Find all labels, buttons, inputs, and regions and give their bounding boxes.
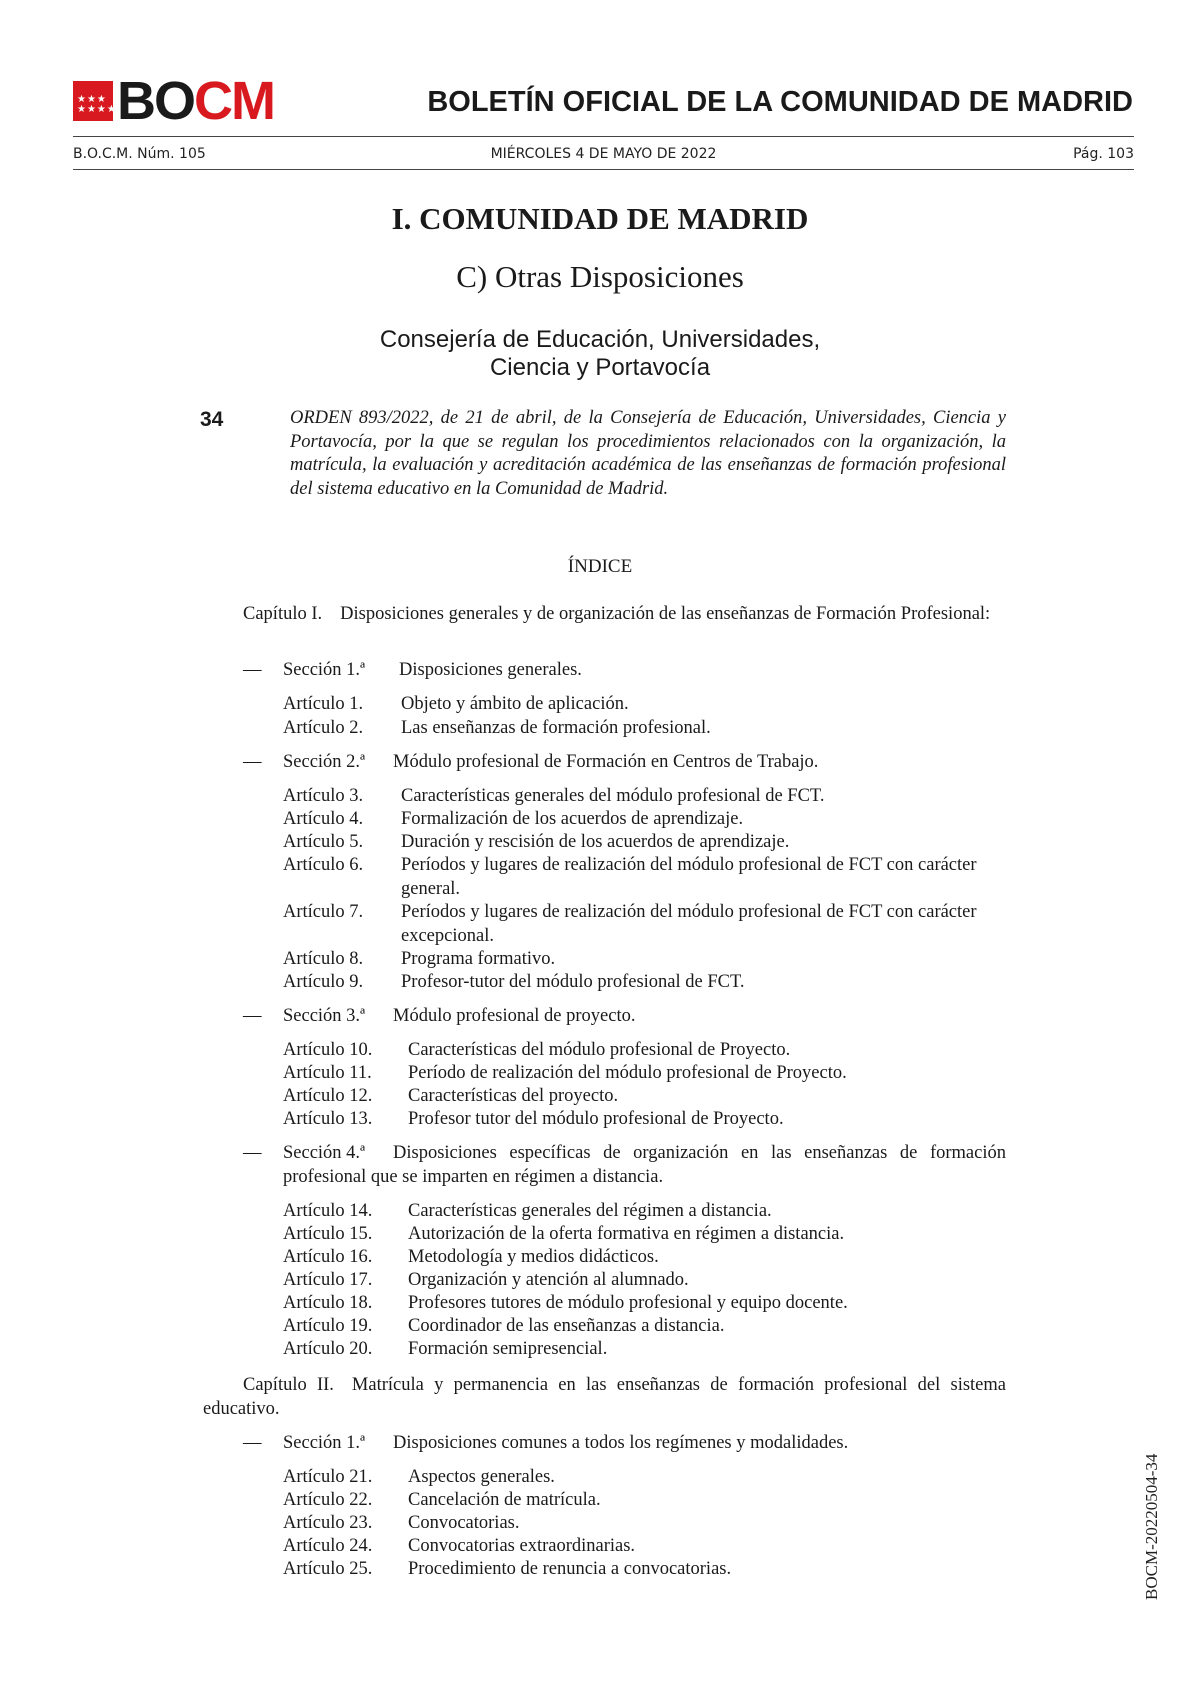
logo-text — [117, 71, 274, 131]
toc-section: — Sección 2.ª Módulo profesional de Formación en Centros de Trabajo. — [243, 751, 1006, 775]
toc-chapter — [203, 603, 1006, 627]
toc-chapter — [203, 1374, 1006, 1421]
toc-entry-number: Sección 3.ª — [283, 1006, 366, 1026]
toc-article — [283, 1039, 1006, 1063]
toc-entry-number: Artículo 22. — [283, 1490, 373, 1510]
toc-entry-number: Artículo 23. — [283, 1513, 373, 1533]
toc-entry-number: Artículo 11. — [283, 1063, 372, 1083]
order-summary: ORDEN 893/2022, de 21 de abril, de la Consejería de Educación, Universidades, Ciencia y Portavocía, por la que se regulan los procedimientos relacionados con la organización, la matrícula, la evaluación y acreditación académica de las enseñanzas de formación profesional del sistema educativo en la Comunidad de Madrid. — [290, 408, 1006, 499]
toc-entry-title: Profesores tutores de módulo profesional y equipo docente. — [408, 1293, 848, 1313]
header-rule-top — [73, 136, 1134, 137]
toc-entry-number: Artículo 9. — [283, 972, 364, 992]
toc-entry-title: Organización y atención al alumnado. — [408, 1270, 689, 1290]
toc-article — [283, 854, 1006, 901]
header-rule-bottom — [73, 169, 1134, 170]
toc-article — [283, 1512, 1006, 1536]
toc-article — [283, 1338, 1006, 1362]
toc-article — [283, 1489, 1006, 1513]
toc-entry-number: Artículo 14. — [283, 1201, 373, 1221]
toc-section: — Sección 1.ª Disposiciones comunes a todos los regímenes y modalidades. — [243, 1432, 1006, 1456]
toc-section: — Sección 1.ª Disposiciones generales. — [243, 659, 1006, 683]
toc-entry-title: Formación semipresencial. — [408, 1339, 608, 1359]
toc-entry-title: Autorización de la oferta formativa en régimen a distancia. — [408, 1224, 845, 1244]
toc-article — [283, 717, 1006, 741]
toc-entry-title: Períodos y lugares de realización del módulo profesional de FCT con carácter general. — [401, 855, 977, 899]
toc-entry-title: Características generales del régimen a distancia. — [408, 1201, 772, 1221]
toc-entry-number: Artículo 21. — [283, 1467, 373, 1487]
toc-entry-title: Convocatorias extraordinarias. — [408, 1536, 636, 1556]
toc-entry-title: Módulo profesional de proyecto. — [393, 1006, 636, 1026]
toc-entry-title: Capítulo II. — [243, 1375, 334, 1395]
toc-entry-title: Objeto y ámbito de aplicación. — [401, 694, 629, 714]
toc-entry-title: Matrícula y permanencia en las enseñanzas de formación profesional del sistema educativo. — [203, 1375, 1006, 1419]
toc-article — [283, 1062, 1006, 1086]
toc-entry-title: Coordinador de las enseñanzas a distancia. — [408, 1316, 725, 1336]
toc-article — [283, 1292, 1006, 1316]
toc-entry-title: Formalización de los acuerdos de aprendizaje. — [401, 809, 744, 829]
toc-entry-number: Artículo 4. — [283, 809, 364, 829]
toc-entry-number: Artículo 8. — [283, 949, 364, 969]
toc-article — [283, 1466, 1006, 1490]
madrid-flag-icon: ★★★ ★★★★ — [73, 81, 113, 121]
section-subtitle: C) Otras Disposiciones — [456, 259, 744, 294]
toc-entry-number: Artículo 2. — [283, 718, 364, 738]
masthead — [73, 72, 1133, 130]
toc-entry-title: Las enseñanzas de formación profesional. — [401, 718, 711, 738]
toc-section: — Sección 3.ª Módulo profesional de proyecto. — [243, 1005, 1006, 1029]
bocm-logo — [73, 71, 274, 131]
toc-entry-title: Capítulo I. — [243, 604, 323, 624]
logo-bo: BO — [117, 71, 194, 131]
toc-entry-title: Metodología y medios didácticos. — [408, 1247, 659, 1267]
toc-article — [283, 1200, 1006, 1224]
index-title: ÍNDICE — [567, 556, 633, 577]
document-identifier: BOCM-20220504-34 — [1142, 1453, 1161, 1600]
department-line-2: Ciencia y Portavocía — [489, 354, 711, 381]
toc-article — [283, 1535, 1006, 1559]
toc-entry-title: Disposiciones generales y de organización de las enseñanzas de Formación Profesional: — [340, 604, 991, 624]
toc-entry-number: Artículo 16. — [283, 1247, 373, 1267]
toc-entry-number: Sección 1.ª — [283, 660, 366, 680]
toc-entry-number: Artículo 10. — [283, 1040, 373, 1060]
toc-entry-number: Artículo 7. — [283, 902, 364, 922]
toc-article — [283, 948, 1006, 972]
issue-number: B.O.C.M. Núm. 105 — [73, 146, 206, 162]
toc-article — [283, 1108, 1006, 1132]
toc-entry-title: Disposiciones generales. — [399, 660, 582, 680]
toc-entry-title: Características generales del módulo profesional de FCT. — [401, 786, 825, 806]
item-number: 34 — [200, 408, 224, 431]
department — [0, 326, 1200, 382]
toc-article — [283, 1223, 1006, 1247]
logo-cm: CM — [194, 71, 274, 131]
toc-entry-title: Períodos y lugares de realización del módulo profesional de FCT con carácter excepcional. — [401, 902, 977, 946]
toc-entry-number: Artículo 17. — [283, 1270, 373, 1290]
toc-article — [283, 901, 1006, 948]
toc-article — [283, 1246, 1006, 1270]
toc-article — [283, 831, 1006, 855]
toc-entry-title: Disposiciones comunes a todos los regímenes y modalidades. — [393, 1433, 849, 1453]
toc-entry-title: Aspectos generales. — [408, 1467, 555, 1487]
toc-entry-title: Programa formativo. — [401, 949, 556, 969]
toc-entry-title: Duración y rescisión de los acuerdos de aprendizaje. — [401, 832, 790, 852]
toc-article — [283, 1085, 1006, 1109]
toc-entry-title: Módulo profesional de Formación en Centros de Trabajo. — [393, 752, 819, 772]
toc-entry-title: Profesor-tutor del módulo profesional de FCT. — [401, 972, 745, 992]
toc-entry-number: Artículo 24. — [283, 1536, 373, 1556]
toc-entry-number: Artículo 15. — [283, 1224, 373, 1244]
toc-article — [283, 693, 1006, 717]
page-number: Pág. 103 — [1073, 146, 1134, 162]
toc-entry-title: Profesor tutor del módulo profesional de Proyecto. — [408, 1109, 784, 1129]
toc-entry-number: Sección 1.ª — [283, 1433, 366, 1453]
toc-article — [283, 971, 1006, 995]
toc-entry-number: Sección 4.ª — [283, 1143, 366, 1163]
toc-section: — Sección 4.ª Disposiciones específicas de organización en las enseñanzas de formación profesional que se imparten en régimen a distancia. — [243, 1143, 1006, 1187]
toc-article — [283, 1315, 1006, 1339]
toc-entry-title: Período de realización del módulo profesional de Proyecto. — [408, 1063, 847, 1083]
toc-entry-title: Características del proyecto. — [408, 1086, 619, 1106]
toc-entry-number: Artículo 5. — [283, 832, 364, 852]
toc-entry-title: Cancelación de matrícula. — [408, 1490, 601, 1510]
toc-article — [283, 808, 1006, 832]
toc-article — [283, 785, 1006, 809]
gazette-title: BOLETÍN OFICIAL DE LA COMUNIDAD DE MADRID — [427, 86, 1133, 118]
toc-entry-number: Artículo 6. — [283, 855, 364, 875]
toc-entry-number: Artículo 19. — [283, 1316, 373, 1336]
toc-entry-number: Sección 2.ª — [283, 752, 366, 772]
toc-entry-title: Disposiciones específicas de organización en las enseñanzas de formación profesional que se imparten en régimen a distancia. — [283, 1143, 1006, 1187]
toc-entry-number: Artículo 18. — [283, 1293, 373, 1313]
toc-entry-number: Artículo 13. — [283, 1109, 373, 1129]
toc-entry-number: Artículo 20. — [283, 1339, 373, 1359]
section-title: I. COMUNIDAD DE MADRID — [391, 201, 809, 236]
department-line-1: Consejería de Educación, Universidades, — [379, 326, 821, 353]
toc-entry-title: Procedimiento de renuncia a convocatorias. — [408, 1559, 732, 1579]
issue-meta — [73, 146, 1134, 168]
issue-date: MIÉRCOLES 4 DE MAYO DE 2022 — [490, 146, 717, 162]
toc-entry-title: Convocatorias. — [408, 1513, 520, 1533]
toc-article — [283, 1269, 1006, 1293]
toc-entry-number: Artículo 1. — [283, 694, 364, 714]
toc-entry-title: Características del módulo profesional de Proyecto. — [408, 1040, 791, 1060]
toc-entry-number: Artículo 12. — [283, 1086, 373, 1106]
toc-entry-number: Artículo 3. — [283, 786, 364, 806]
toc-article — [283, 1558, 1006, 1582]
toc-entry-number: Artículo 25. — [283, 1559, 373, 1579]
